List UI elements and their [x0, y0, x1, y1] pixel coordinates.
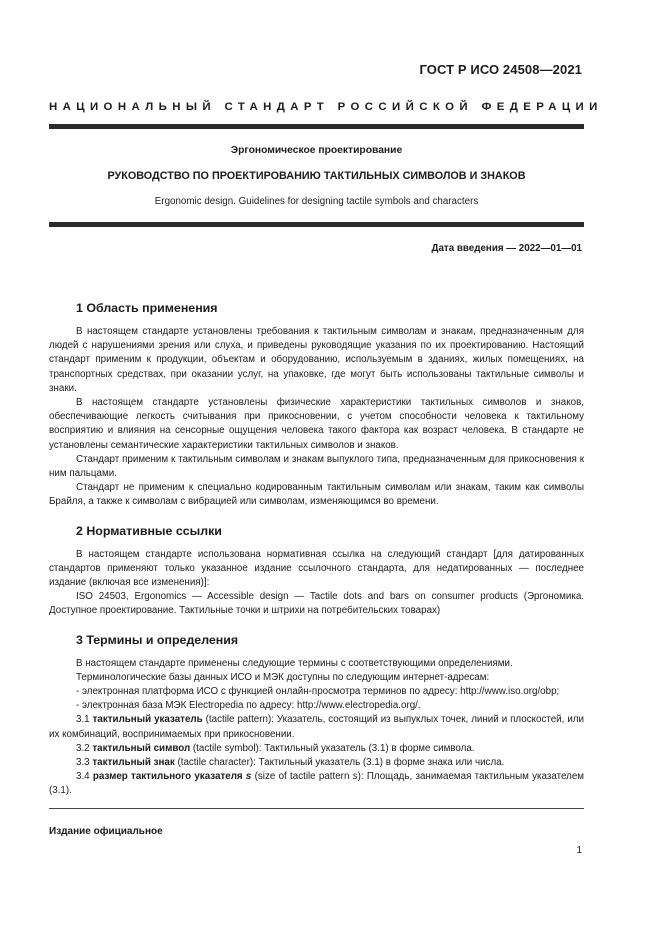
term-name — [93, 771, 251, 782]
national-standard-heading: НАЦИОНАЛЬНЫЙ СТАНДАРТ РОССИЙСКОЙ ФЕДЕРАЦИИ — [49, 101, 603, 113]
footer-rule — [49, 808, 584, 809]
term-name: тактильный указатель — [92, 714, 203, 726]
standard-number: ГОСТ Р ИСО 24508—2021 — [419, 62, 582, 77]
term-definition: (size of tactile pattern — [251, 771, 353, 783]
iso-obp-link-item: - электронная платформа ИСО с функцией онлайн-просмотра терминов по адресу: http://www.iso.org/obp; — [76, 686, 560, 698]
term-3-2 — [49, 742, 584, 756]
section-1-paragraph: Стандарт не применим к специально кодированным тактильным символам или знакам, таким как символы Брайля, а также к символам с вибрацией или символам, изменяющимся во времени. — [49, 482, 584, 508]
section-2-paragraph: В настоящем стандарте использована нормативная ссылка на следующий стандарт [для датированных стандартов применяют только указанное издание ссылочного стандарта, для недатированных — последнее издание (включая все изменения)]: — [49, 548, 584, 589]
electropedia-link-item: - электронная база МЭК Electropedia по адресу: http://www.electropedia.org/. — [76, 700, 421, 712]
term-3-4 — [49, 770, 584, 798]
page-number: 1 — [576, 845, 582, 856]
term-number: 3.4 — [76, 771, 90, 783]
section-2-title: 2 Нормативные ссылки — [76, 523, 222, 538]
term-number: 3.1 — [76, 714, 90, 726]
term-3-1 — [49, 713, 584, 741]
bottom-rule — [49, 222, 584, 227]
document-title-ru: РУКОВОДСТВО ПО ПРОЕКТИРОВАНИЮ ТАКТИЛЬНЫХ СИМВОЛОВ И ЗНАКОВ — [107, 170, 526, 182]
term-symbol-inline: s — [352, 771, 358, 783]
document-body — [49, 300, 584, 799]
term-definition: (tactile pattern): Указатель, состоящий из выпуклых точек, линий и плоскостей, или их комбинаций, воспринимаемых при прикосновении. — [49, 714, 584, 740]
section-1-paragraph: В настоящем стандарте установлены требования к тактильным символам и знакам, предназначенным для людей с нарушениями зрения или слуха, и приведены руководящие указания по их проектированию. Настоящий стандарт применим к продукции, объектам и оборудованию, используемым в зданиях, жилых помещениях, на транспортных средствах, при оказании услуг, на упаковке, где могут быть использованы тактильные символы и знаки. — [49, 326, 584, 394]
term-name: тактильный символ — [92, 742, 191, 754]
top-rule — [49, 124, 584, 129]
section-1-paragraph: В настоящем стандарте установлены физические характеристики тактильных символов и знаков, обеспечивающие легкость считывания при прикосновении, с учетом способности человека к тактильному восприятию и влияния на сенсорные ощущения человека такого фактора как возраст человека. В стандарте не установлены семантические характеристики тактильных символов и знаков. — [49, 397, 584, 451]
term-number: 3.3 — [76, 757, 90, 769]
section-3-paragraph: В настоящем стандарте применены следующие термины с соответствующими определениями. — [76, 657, 513, 669]
term-name-text: размер тактильного указателя — [92, 771, 246, 783]
section-1-paragraph: Стандарт применим к тактильным символам и знакам выпуклого типа, предназначенным для прикосновения к ним пальцами. — [49, 453, 584, 480]
term-symbol: s — [245, 771, 252, 783]
official-edition-note: Издание официальное — [49, 826, 163, 837]
section-1-title: 1 Область применения — [76, 301, 218, 315]
term-3-3 — [49, 756, 584, 770]
term-number: 3.2 — [76, 742, 90, 754]
term-definition: (tactile character): Тактильный указатель (3.1) в форме знака или числа. — [174, 757, 505, 769]
term-definition: (tactile symbol): Тактильный указатель (3.1) в форме символа. — [190, 742, 475, 754]
term-definition-end: ): Площадь, занимаемая тактильным указателем (3.1). — [49, 771, 584, 797]
term-name: тактильный знак — [92, 757, 175, 769]
section-2-reference: ISO 24503, Ergonomics — Accessible design — Tactile dots and bars on consumer products (Эргономика. Доступное проектирование. Тактильные точки и штрихи на потребительских товарах) — [49, 591, 584, 617]
introduction-date: Дата введения — 2022—01—01 — [431, 243, 582, 254]
subject-heading: Эргономическое проектирование — [230, 145, 403, 156]
section-3-title: 3 Термины и определения — [76, 632, 239, 647]
section-spacer — [49, 619, 584, 632]
section-spacer — [49, 510, 584, 523]
section-3-paragraph: Терминологические базы данных ИСО и МЭК доступны по следующим интернет-адресам: — [76, 671, 490, 683]
document-title-en: Ergonomic design. Guidelines for designing tactile symbols and characters — [154, 196, 479, 207]
